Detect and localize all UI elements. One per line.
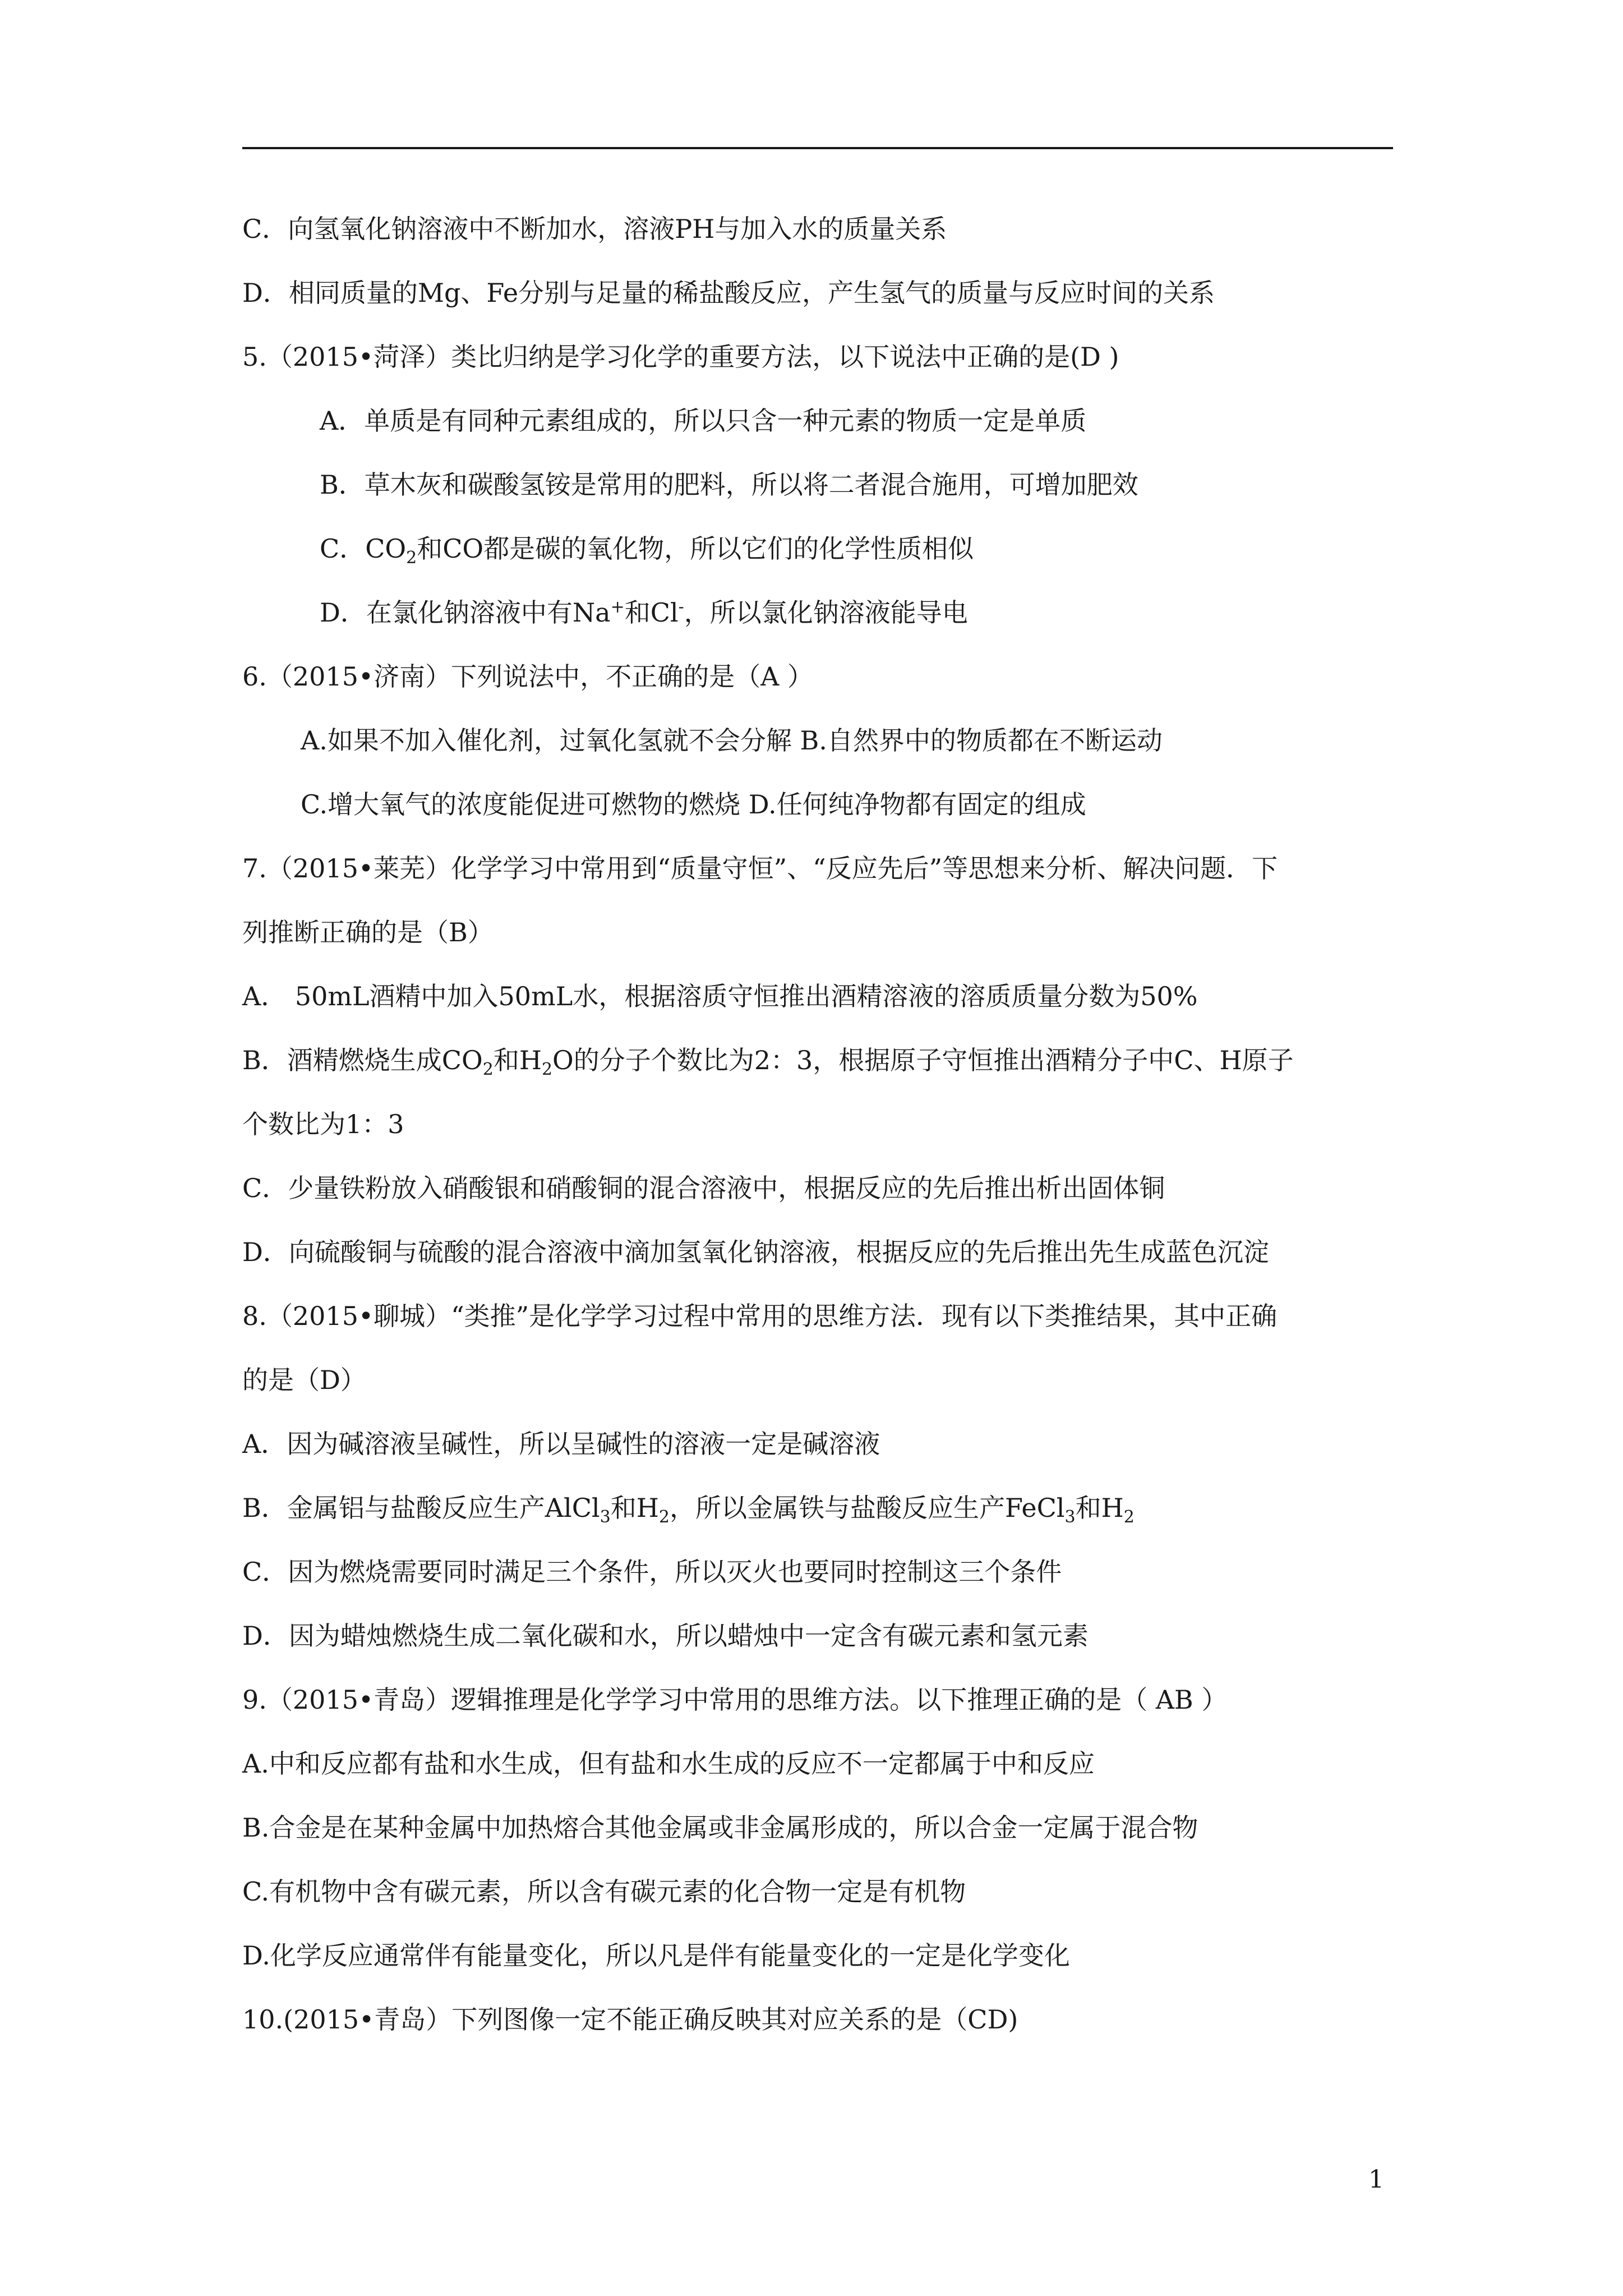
text-line: D．相同质量的Mg、Fe分别与足量的稀盐酸反应，产生氢气的质量与反应时间的关系 <box>242 278 1215 308</box>
page-number: 1 <box>1368 2165 1384 2194</box>
option-b: B．酒精燃烧生成$CO_2$和$H_2O$的分子个数比为2：3，根据原子守恒推出酒精分子中C、H原子 <box>242 1045 1294 1080</box>
text-line: 列推断正确的是（B） <box>242 917 494 947</box>
text-line: 的是（D） <box>242 1365 366 1395</box>
option-d: D．因为蜡烛燃烧生成二氧化碳和水，所以蜡烛中一定含有碳元素和氢元素 <box>242 1621 1089 1651</box>
question-5: 5.（2015•菏泽）类比归纳是学习化学的重要方法，以下说法中正确的是(D ) <box>242 342 1119 372</box>
option-row: C.增大氧气的浓度能促进可燃物的燃烧 D.任何纯净物都有固定的组成 <box>301 789 1086 820</box>
option-c: C.有机物中含有碳元素，所以含有碳元素的化合物一定是有机物 <box>242 1876 966 1907</box>
option-a: A．单质是有同种元素组成的，所以只含一种元素的物质一定是单质 <box>320 406 1087 436</box>
option-c: C．因为燃烧需要同时满足三个条件，所以灭火也要同时控制这三个条件 <box>242 1557 1062 1587</box>
option-b: B．金属铝与盐酸反应生产AlCl$_3$和$H_2$，所以金属铁与盐酸反应生产FeCl$_3$和$H_2$ <box>242 1493 1135 1527</box>
text-line: 个数比为1：3 <box>242 1109 404 1139</box>
header-rule <box>242 147 1393 149</box>
option-b: B．草木灰和碳酸氢铵是常用的肥料，所以将二者混合施用，可增加肥效 <box>320 470 1138 500</box>
option-a: A.中和反应都有盐和水生成，但有盐和水生成的反应不一定都属于中和反应 <box>242 1749 1095 1779</box>
text-line: C．向氢氧化钠溶液中不断加水，溶液PH与加入水的质量关系 <box>242 214 947 244</box>
option-c: C．少量铁粉放入硝酸银和硝酸铜的混合溶液中，根据反应的先后推出析出固体铜 <box>242 1173 1165 1203</box>
question-7: 7.（2015•莱芜）化学学习中常用到“质量守恒”、“反应先后”等思想来分析、解决问题．下 <box>242 853 1278 884</box>
option-a: A． 50mL酒精中加入50mL水，根据溶质守恒推出酒精溶液的溶质质量分数为50% <box>242 981 1198 1011</box>
question-6: 6.（2015•济南）下列说法中，不正确的是（A ） <box>242 661 813 692</box>
option-c: C．$CO_2$和CO都是碳的氧化物，所以它们的化学性质相似 <box>320 533 974 568</box>
question-9: 9.（2015•青岛）逻辑推理是化学学习中常用的思维方法。以下推理正确的是（ AB ） <box>242 1685 1228 1715</box>
option-d: D．向硫酸铜与硫酸的混合溶液中滴加氢氧化钠溶液，根据反应的先后推出先生成蓝色沉淀 <box>242 1237 1269 1267</box>
option-b: B.合金是在某种金属中加热熔合其他金属或非金属形成的，所以合金一定属于混合物 <box>242 1812 1198 1843</box>
option-d: D．在氯化钠溶液中有Na+和Cl-，所以氯化钠溶液能导电 <box>320 597 968 628</box>
option-d: D.化学反应通常伴有能量变化，所以凡是伴有能量变化的一定是化学变化 <box>242 1940 1070 1971</box>
question-8: 8.（2015•聊城）“类推”是化学学习过程中常用的思维方法．现有以下类推结果，其中正确 <box>242 1301 1278 1331</box>
option-a: A．因为碱溶液呈碱性，所以呈碱性的溶液一定是碱溶液 <box>242 1429 880 1459</box>
option-row: A.如果不加入催化剂，过氧化氢就不会分解 B.自然界中的物质都在不断运动 <box>301 725 1163 756</box>
question-10: 10.(2015•青岛）下列图像一定不能正确反映其对应关系的是（CD) <box>242 2004 1018 2035</box>
